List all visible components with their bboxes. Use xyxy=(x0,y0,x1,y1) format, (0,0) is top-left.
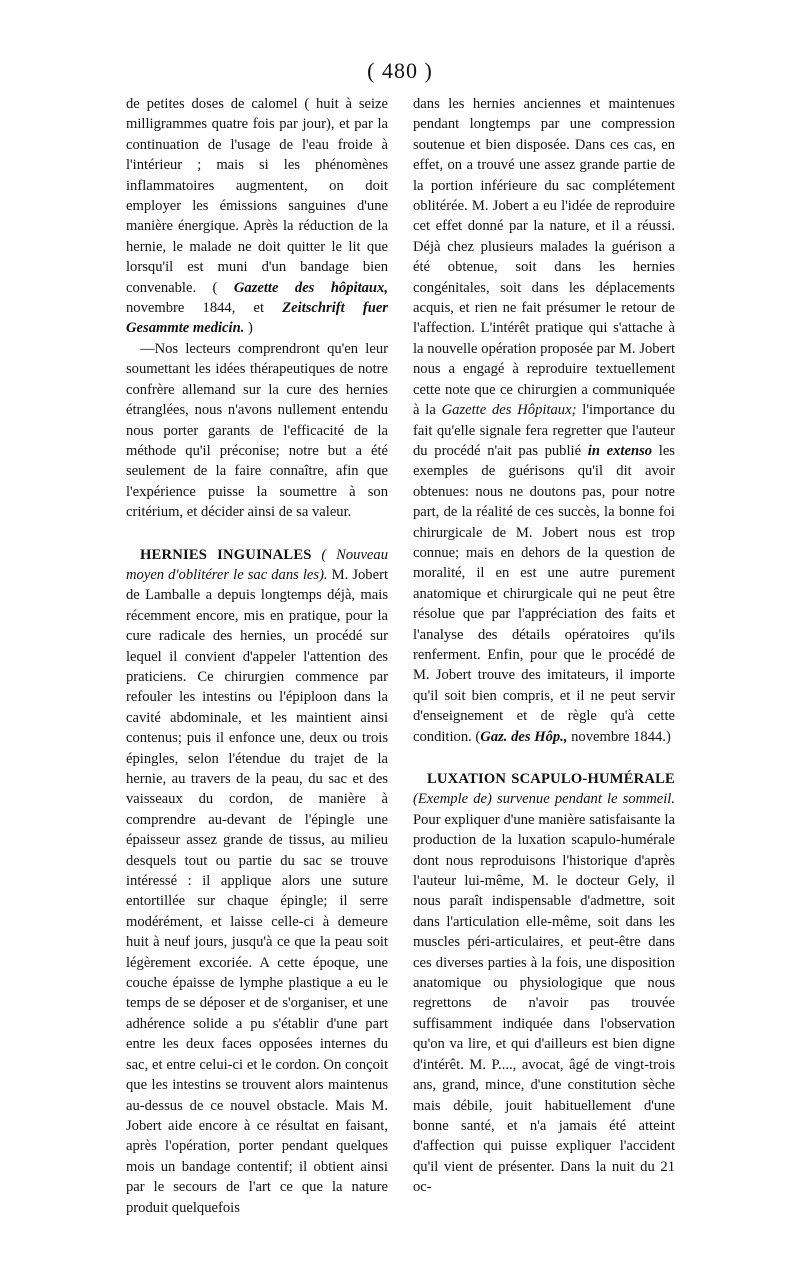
paragraph-text: les exemples de guérisons qu'il dit avoir obtenues: nous ne doutons pas, pour notre part, de la réalité de ces succès, la bonne foi chirurgicale de M. Jobert nous est trop connue; mais en dehors de la question de moralité, il en est une autre purement anatomique et chirurgicale qui ne peut être résolue que par l'appréciation des faits et l'analyse des détails opératoires qu'ils renferment. Enfin, pour que le procédé de M. Jobert trouve des imitateurs, il importe qu'il soit bien compris, et il ne peut servir d'enseignement et de règle qu'à cette condition. ( xyxy=(413,442,675,745)
article-subtitle: ( Nouveau moyen d'oblitérer le sac dans les). xyxy=(126,546,388,583)
paragraph-editorial-note: —Nos lecteurs comprendront qu'en leur soumettant les idées thérapeutiques de notre confrère allemand sur la cure des hernies étranglées, nous n'avons nullement entendu nous porter garants de l'efficacité de la méthode qu'il préconise; notre but a été seulement de la faire connaître, afin que l'expérience puisse la soumettre à son critérium, et décider ainsi de sa valeur. xyxy=(126,340,388,521)
article-hernies-inguinales xyxy=(126,545,388,1218)
page-number: ( 480 ) xyxy=(367,58,433,83)
article-heading: LUXATION SCAPULO-HUMÉRALE xyxy=(427,771,675,787)
emphasis-in-extenso: in extenso xyxy=(587,442,653,459)
citation-gaz-hop: Gaz. des Hôp., xyxy=(480,728,568,745)
article-heading: HERNIES INGUINALES xyxy=(140,546,312,563)
article-subtitle: (Exemple de) survenue pendant le sommeil. xyxy=(413,791,675,808)
paragraph-text: de petites doses de calomel ( huit à seize milligrammes quatre fois par jour), et par la continuation de l'usage de l'eau froide à l'intérieur ; mais si les phénomènes inflammatoires augmentent, on doit employer les émissions sanguines d'une manière énergique. Après la réduction de la hernie, le malade ne doit quitter le lit que lorsqu'il est muni d'un bandage bien convenable. ( xyxy=(126,96,388,296)
citation-gazette: Gazette des hôpitaux, xyxy=(233,279,388,296)
paragraph-text: dans les hernies anciennes et maintenues pendant longtemps par une compression soutenue et bien disposée. Dans ces cas, en effet, on a trouvé une assez grande partie de la portion inférieure du sac complétement oblitérée. M. Jobert a eu l'idée de reproduire cet effet donné par la nature, et il a réussi. Déjà chez plusieurs malades la guérison a été obtenue, soit dans les hernies congénitales, soit dans les déplacements acquis, et rien ne fait présumer le retour de l'affection. L'intérêt pratique qui s'attache à la nouvelle opération proposée par M. Jobert nous a engagé à reproduire textuellement cette note que ce chirurgien a communiquée à la xyxy=(413,96,675,419)
paragraph-jobert-continued xyxy=(413,94,675,747)
paragraph-text: novembre 1844, et xyxy=(126,300,283,317)
citation-gazette-hopitaux: Gazette des Hôpitaux; xyxy=(441,402,577,419)
article-luxation xyxy=(413,769,675,1198)
right-column xyxy=(413,94,675,1198)
paragraph-text: l'importance du fait qu'elle signale fera regretter que l'auteur du procédé n'ait pas publié xyxy=(413,402,675,459)
citation-zeitschrift: Zeitschrift fuer Gesammte medicin. xyxy=(126,300,388,337)
article-text: Pour expliquer d'une manière satisfaisante la production de la luxation scapulo-humérale dont nous reproduisons l'historique d'après l'auteur lui-même, M. le docteur Gely, il nous paraît indispensable d'admettre, soit dans l'articulation elle-même, soit dans les muscles péri-articulaires, et peut-être dans ces diverses parties à la fois, une disposition anatomique ou physiologique que nous regrettons de n'avoir pas trouvée suffisamment indiquée dans l'observation qu'on va lire, et qui d'ailleurs est bien digne d'intérêt. M. P...., avocat, âgé de vingt-trois ans, grand, mince, d'une constitution sèche mais débile, jouit habituellement d'une bonne santé, et n'a jamais été atteint d'affection qui puisse expliquer l'accident qu'il vient de présenter. Dans la nuit du 21 oc- xyxy=(413,811,675,1196)
paragraph-calomel xyxy=(126,94,388,339)
article-text: M. Jobert de Lamballe a depuis longtemps déjà, mais récemment encore, mis en pratique, pour la cure radicale des hernies, un procédé sur lequel il convient d'appeler l'attention des praticiens. Ce chirurgien commence par refouler les intestins ou l'épiploon dans la cavité abdominale, et les maintient ainsi contenus; puis il enfonce une, deux ou trois épingles, selon l'étendue du trajet de la hernie, au travers de la peau, du sac et des vaisseaux du cordon, de manière à comprendre au-devant de l'épingle une épaisseur assez grande de tissus, au milieu desquels tout ou partie du sac se trouve intéressé : il applique alors une suture entortillée sur chaque épingle; il serre modérément, et laisse celle-ci à demeure huit à neuf jours, jusqu'à ce que la peau soit légèrement excoriée. A cette époque, une couche épaisse de lymphe plastique a eu le temps de se déposer et de s'organiser, et une adhérence solide a pu s'établir d'une part entre les deux faces opposées internes du sac, et entre celui-ci et le cordon. On conçoit que les intestins se trouvent alors maintenus au-dessus de ce nouvel obstacle. Mais M. Jobert aide encore à ce résultat en faisant, après l'opération, porter pendant quelques mois un bandage contentif; il obtient ainsi par le secours de l'art ce que la nature produit quelquefois xyxy=(126,566,388,1216)
paragraph-text: ) xyxy=(244,320,253,337)
paragraph-text: novembre 1844.) xyxy=(567,728,671,745)
left-column xyxy=(126,94,388,1218)
